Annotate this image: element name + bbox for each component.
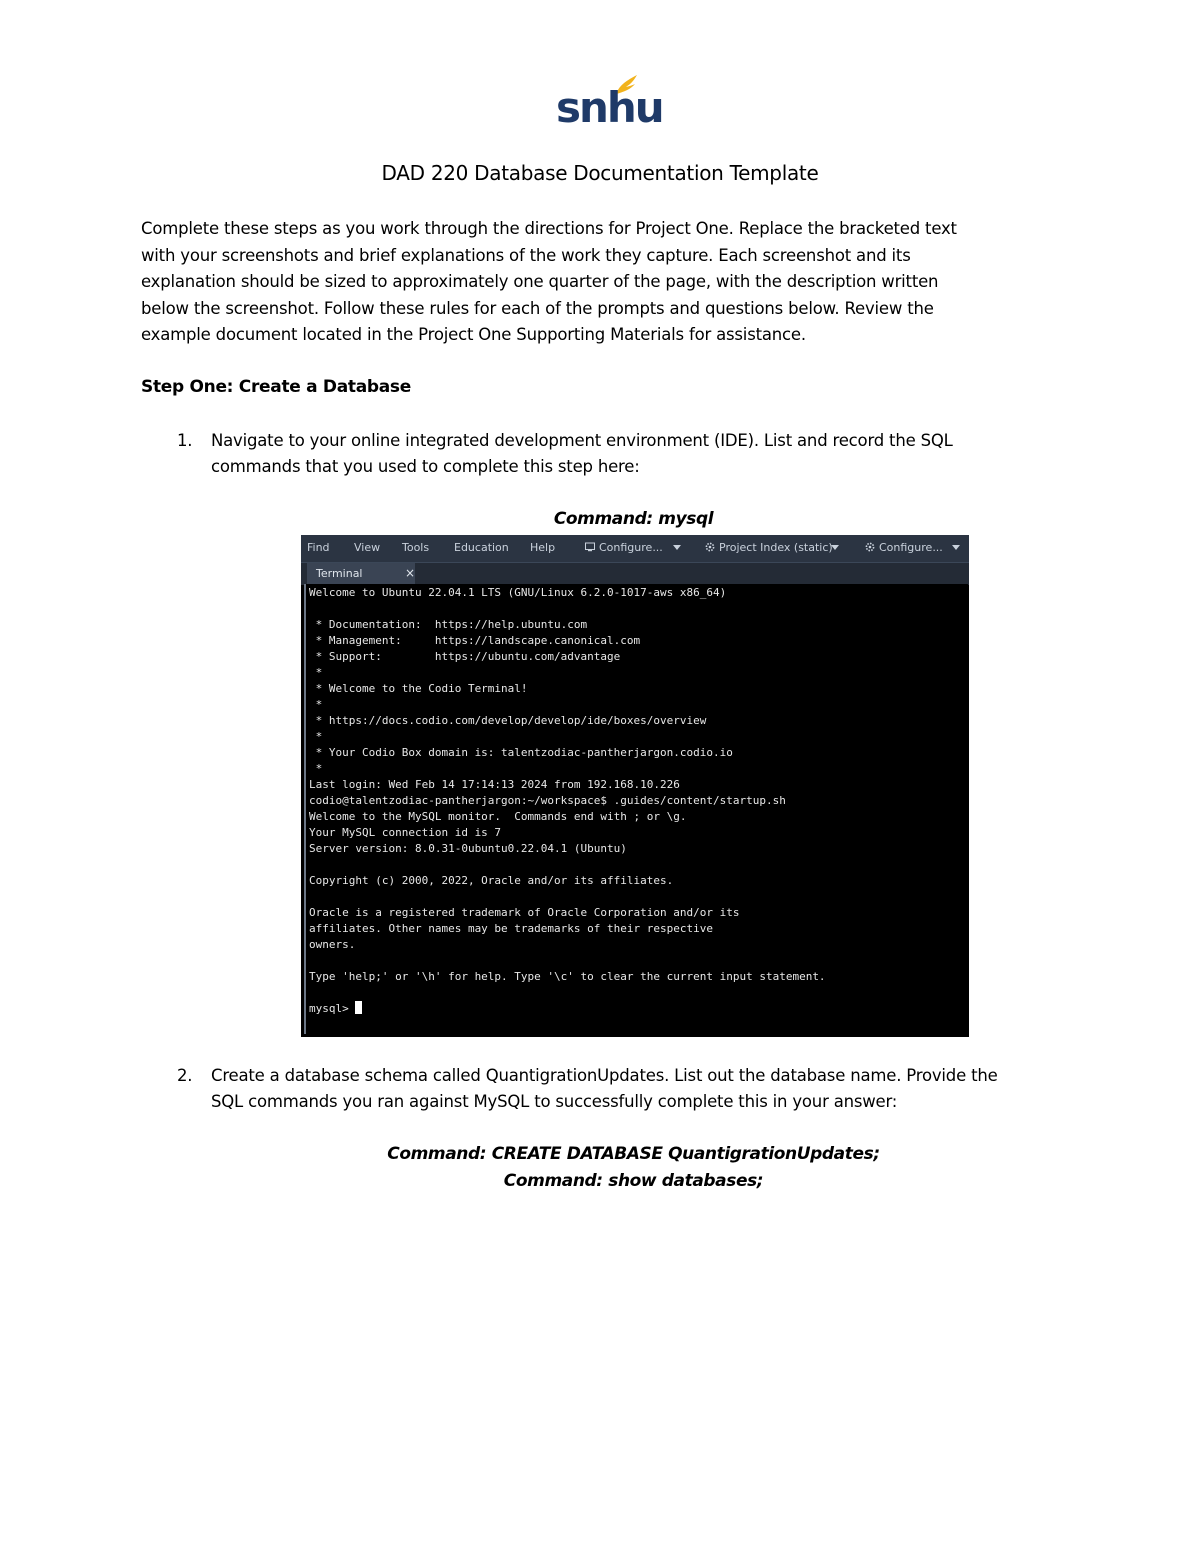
command-text: Command: mysql: [553, 509, 714, 529]
list-item-text: [211, 1063, 1081, 1115]
tab-terminal-label: Terminal: [316, 567, 363, 580]
chevron-down-icon[interactable]: [952, 545, 960, 550]
terminal-line: Type 'help;' or '\h' for help. Type '\c' to clear the current input statement.: [309, 970, 826, 983]
terminal-output[interactable]: [304, 584, 968, 1034]
intro-line: with your screenshots and brief explanations of the work they capture. Each screenshot and its: [141, 245, 911, 265]
terminal-line: Server version: 8.0.31-0ubuntu0.22.04.1 (Ubuntu): [309, 842, 627, 855]
chevron-down-icon[interactable]: [831, 545, 839, 550]
terminal-line: [309, 857, 826, 873]
document-title: DAD 220 Database Documentation Template: [381, 161, 819, 185]
terminal-line: codio@talentzodiac-pantherjargon:~/workspace$ .guides/content/startup.sh: [309, 794, 786, 807]
gear-icon: [865, 542, 875, 552]
cursor: [355, 1001, 362, 1014]
terminal-line: Oracle is a registered trademark of Oracle Corporation and/or its: [309, 906, 740, 919]
terminal-tabbar: [301, 563, 969, 585]
intro-line: explanation should be sized to approximately one quarter of the page, with the description written: [141, 272, 939, 291]
list-item-text: [211, 428, 1081, 480]
menu-project-index[interactable]: [705, 541, 833, 555]
terminal-lines: [309, 585, 826, 1017]
list-item-line: SQL commands you ran against MySQL to successfully complete this in your answer:: [211, 1092, 898, 1111]
menu-find[interactable]: Find: [307, 541, 330, 554]
intro-line: below the screenshot. Follow these rules for each of the prompts and questions below. Review the: [141, 298, 934, 318]
snhu-logo: [556, 74, 663, 134]
terminal-line: [309, 601, 826, 617]
terminal-line: * Welcome to the Codio Terminal!: [309, 682, 528, 695]
intro-paragraph: [141, 216, 1041, 349]
menu-education[interactable]: Education: [454, 541, 509, 554]
terminal-line: affiliates. Other names may be trademarks of their respective: [309, 922, 713, 935]
monitor-icon: [585, 542, 595, 552]
list-item: [141, 428, 1081, 482]
terminal-prompt-line[interactable]: [309, 1001, 826, 1017]
list-number: 2.: [177, 1066, 193, 1085]
list-item: [141, 1063, 1081, 1117]
terminal-line: Welcome to Ubuntu 22.04.1 LTS (GNU/Linux 6.2.0-1017-aws x86_64): [309, 586, 727, 599]
command-text: Command: show databases;: [503, 1171, 764, 1191]
menu-view[interactable]: View: [354, 541, 381, 554]
terminal-line: Last login: Wed Feb 14 17:14:13 2024 from 192.168.10.226: [309, 778, 680, 791]
terminal-line: *: [309, 730, 323, 743]
list-number: 1.: [177, 431, 193, 450]
menu-configure-label: Configure...: [879, 541, 943, 554]
terminal-line: * https://docs.codio.com/develop/develop/ide/boxes/overview: [309, 714, 707, 727]
menu-project-index-label: Project Index (static): [719, 541, 833, 554]
terminal-line: Welcome to the MySQL monitor. Commands end with ; or \g.: [309, 810, 687, 823]
terminal-line: [309, 889, 826, 905]
intro-line: example document located in the Project One Supporting Materials for assistance.: [141, 325, 806, 344]
tab-terminal[interactable]: [307, 563, 415, 585]
terminal-line: *: [309, 698, 323, 711]
terminal-line: *: [309, 762, 323, 775]
terminal-line: * Management: https://landscape.canonical.com: [309, 634, 641, 647]
menu-configure-label: Configure...: [599, 541, 663, 554]
terminal-line: Your MySQL connection id is 7: [309, 826, 502, 839]
terminal-line: [309, 953, 826, 969]
step-heading: Step One: Create a Database: [141, 377, 411, 397]
list-item-line: Navigate to your online integrated development environment (IDE). List and record the SQL: [211, 431, 953, 450]
terminal-line: owners.: [309, 938, 356, 951]
terminal-line: Copyright (c) 2000, 2022, Oracle and/or its affiliates.: [309, 874, 674, 887]
list-item-line: Create a database schema called QuantigrationUpdates. List out the database name. Provide the: [211, 1066, 998, 1085]
terminal-line: *: [309, 666, 323, 679]
list-item-line: commands that you used to complete this step here:: [211, 457, 640, 476]
terminal-line: * Support: https://ubuntu.com/advantage: [309, 650, 621, 663]
close-icon[interactable]: ×: [405, 566, 416, 580]
intro-line: Complete these steps as you work through the directions for Project One. Replace the bracketed text: [141, 219, 957, 238]
menu-configure-run[interactable]: [585, 541, 663, 555]
chevron-down-icon[interactable]: [673, 545, 681, 550]
mysql-prompt: mysql>: [309, 1002, 356, 1015]
terminal-line: [309, 985, 826, 1001]
terminal-screenshot: [301, 535, 969, 1037]
terminal-line: * Your Codio Box domain is: talentzodiac-pantherjargon.codio.io: [309, 746, 733, 759]
command-text: Command: CREATE DATABASE QuantigrationUpdates;: [387, 1144, 880, 1164]
terminal-line: * Documentation: https://help.ubuntu.com: [309, 618, 588, 631]
gear-icon: [705, 542, 715, 552]
menu-help[interactable]: Help: [530, 541, 556, 554]
menu-tools[interactable]: Tools: [402, 541, 430, 554]
logo-wordmark: snhu: [556, 83, 663, 132]
ide-menubar: [301, 535, 969, 563]
menu-configure-preview[interactable]: [865, 541, 943, 555]
